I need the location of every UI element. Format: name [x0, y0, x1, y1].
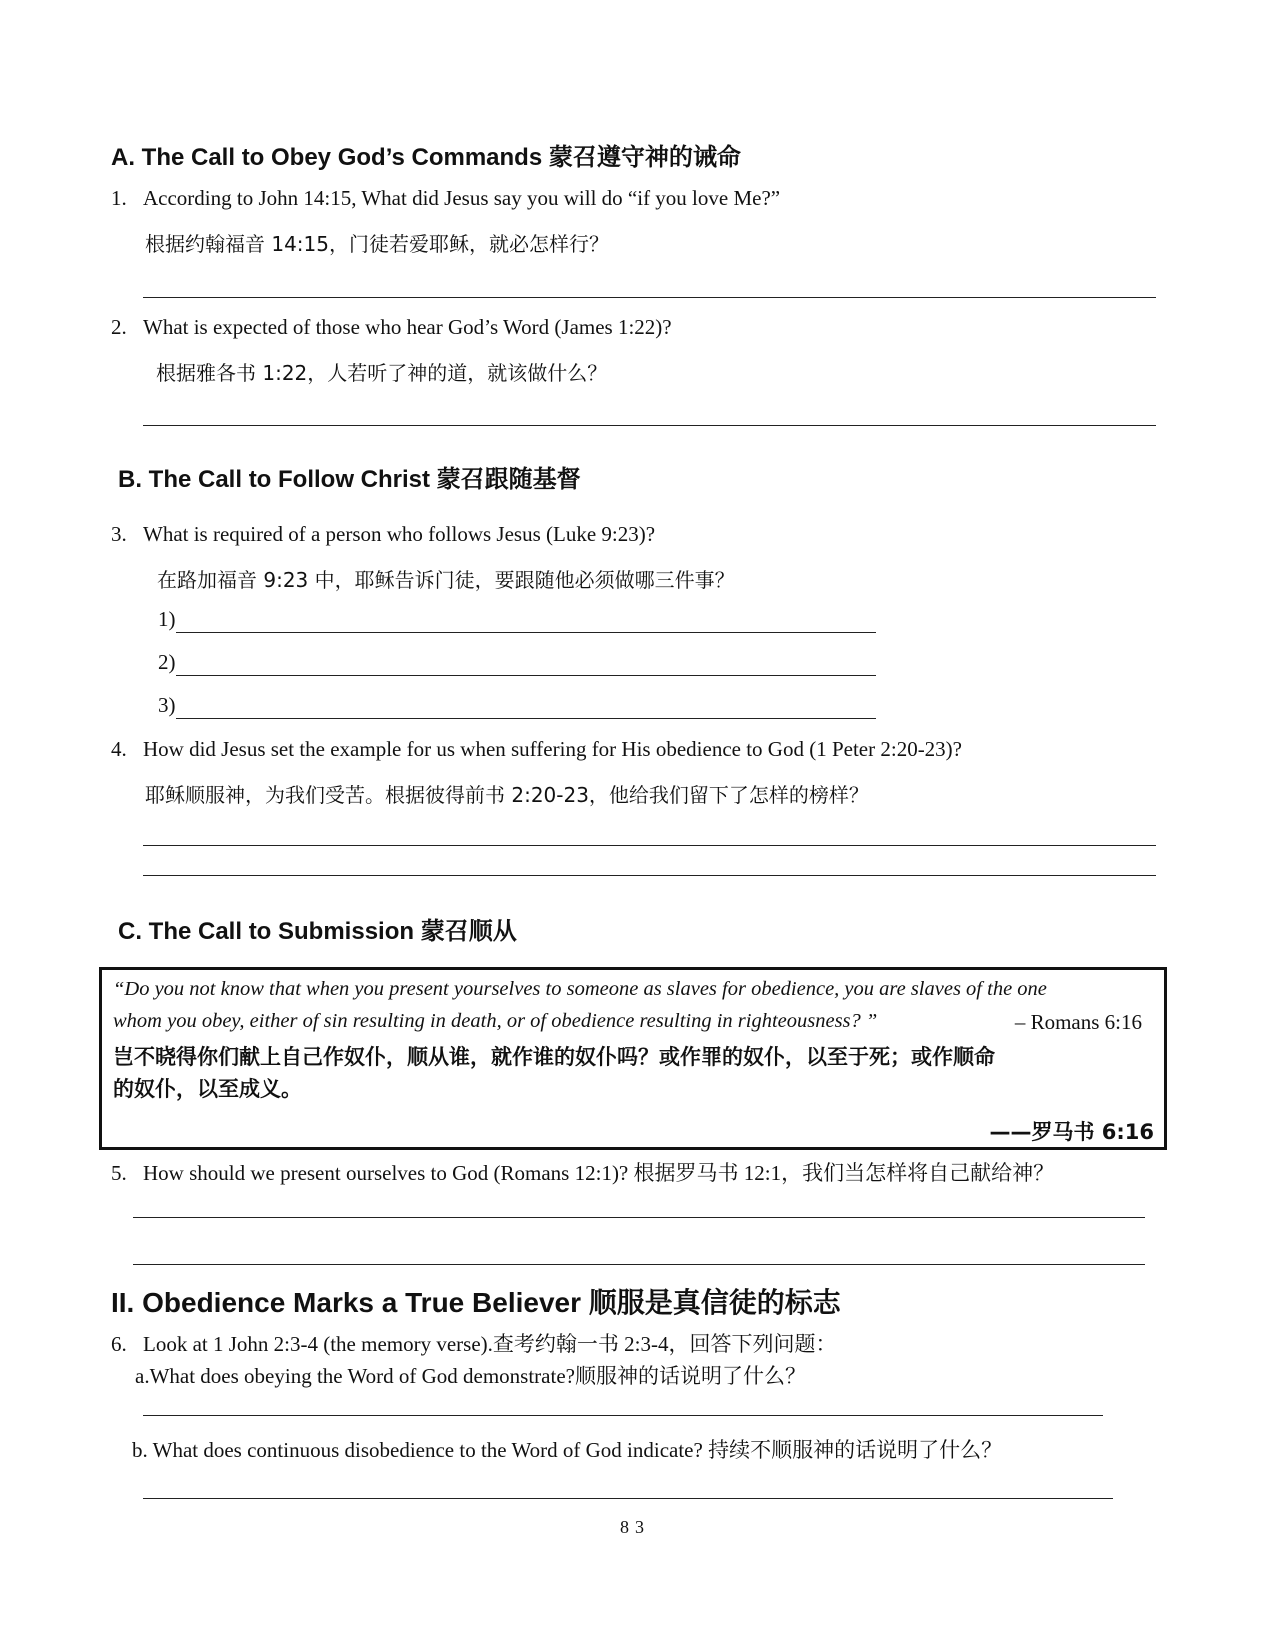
- section-c-heading: [118, 911, 517, 946]
- question-1: [111, 186, 780, 211]
- question-4-text: How did Jesus set the example for us when suffering for His obedience to God (1 Peter 2:20-23)?: [143, 737, 962, 761]
- section-b-heading: [118, 459, 581, 494]
- question-2-cn: 根据雅各书 1:22，人若听了神的道，就该做什么？: [156, 361, 608, 385]
- question-6b: b. What does continuous disobedience to the Word of God indicate? 持续不顺服神的话说明了什么？: [132, 1438, 1003, 1462]
- section-c-title: C. The Call to Submission: [118, 918, 421, 945]
- question-2: [111, 315, 672, 340]
- page-number: 83: [620, 1517, 650, 1537]
- section-a-heading: [111, 137, 741, 172]
- section-ii-title-cn: 顺服是真信徒的标志: [588, 1286, 841, 1319]
- blank-1-label: 1): [158, 607, 176, 631]
- answer-line-q4-2[interactable]: [143, 875, 1156, 876]
- answer-line-q3-2[interactable]: [176, 675, 876, 676]
- answer-line-q3-1[interactable]: [176, 632, 876, 633]
- question-6: [111, 1328, 837, 1358]
- question-3-number: 3.: [111, 522, 127, 546]
- question-3: [111, 522, 655, 547]
- answer-line-q2[interactable]: [143, 425, 1156, 426]
- quote-cn-reference: ——罗马书 6:16: [989, 1120, 1154, 1144]
- question-1-text: According to John 14:15, What did Jesus say you will do “if you love Me?”: [143, 186, 781, 210]
- quote-line-2: whom you obey, either of sin resulting in death, or of obedience resulting in righteousness? ”: [113, 1010, 878, 1032]
- answer-line-q4-1[interactable]: [143, 845, 1156, 846]
- question-3-text: What is required of a person who follows Jesus (Luke 9:23)?: [143, 522, 656, 546]
- question-5-number: 5.: [111, 1161, 127, 1185]
- answer-line-q6a[interactable]: [143, 1415, 1103, 1416]
- section-ii-heading: [111, 1281, 841, 1321]
- section-ii-title: II. Obedience Marks a True Believer: [111, 1287, 589, 1318]
- section-a-title-cn: 蒙召遵守神的诫命: [548, 142, 741, 171]
- question-2-number: 2.: [111, 315, 127, 339]
- question-6-text: Look at 1 John 2:3-4 (the memory verse).查考约翰一书 2:3-4，回答下列问题：: [143, 1332, 837, 1356]
- question-2-text: What is expected of those who hear God’s Word (James 1:22)?: [143, 315, 672, 339]
- answer-line-q1[interactable]: [143, 297, 1156, 298]
- quote-line-1: “Do you not know that when you present yourselves to someone as slaves for obedience, you are slaves of the one: [113, 978, 1047, 1000]
- quote-cn-line-1: 岂不晓得你们献上自己作奴仆，顺从谁，就作谁的奴仆吗？或作罪的奴仆，以至于死；或作顺命: [113, 1045, 995, 1069]
- question-3-cn: 在路加福音 9:23 中，耶稣告诉门徒，要跟随他必须做哪三件事？: [157, 568, 735, 592]
- question-5-text: How should we present ourselves to God (Romans 12:1)? 根据罗马书 12:1，我们当怎样将自己献给神？: [143, 1161, 1055, 1185]
- quote-cn-line-2: 的奴仆，以至成义。: [113, 1077, 302, 1101]
- answer-line-q3-3[interactable]: [176, 718, 876, 719]
- question-6a: a.What does obeying the Word of God demonstrate?顺服神的话说明了什么？: [135, 1364, 806, 1388]
- blank-2-label: 2): [158, 650, 176, 674]
- question-4-number: 4.: [111, 737, 127, 761]
- answer-line-q5-2[interactable]: [133, 1264, 1145, 1265]
- question-4-cn: 耶稣顺服神，为我们受苦。根据彼得前书 2:20-23，他给我们留下了怎样的榜样？: [145, 783, 869, 807]
- question-6-number: 6.: [111, 1332, 127, 1356]
- question-1-number: 1.: [111, 186, 127, 210]
- answer-line-q5-1[interactable]: [133, 1217, 1145, 1218]
- section-c-title-cn: 蒙召顺从: [420, 916, 517, 945]
- question-5: [111, 1157, 1054, 1187]
- answer-line-q6b[interactable]: [143, 1498, 1113, 1499]
- scripture-quote-box: [99, 967, 1167, 1150]
- section-b-title: B. The Call to Follow Christ: [118, 466, 437, 493]
- quote-reference: – Romans 6:16: [1014, 1010, 1142, 1034]
- question-1-cn: 根据约翰福音 14:15，门徒若爱耶稣，就必怎样行？: [145, 232, 609, 256]
- section-b-title-cn: 蒙召跟随基督: [436, 464, 581, 493]
- question-4: [111, 737, 962, 762]
- blank-3-label: 3): [158, 693, 176, 717]
- section-a-title: A. The Call to Obey God’s Commands: [111, 144, 549, 171]
